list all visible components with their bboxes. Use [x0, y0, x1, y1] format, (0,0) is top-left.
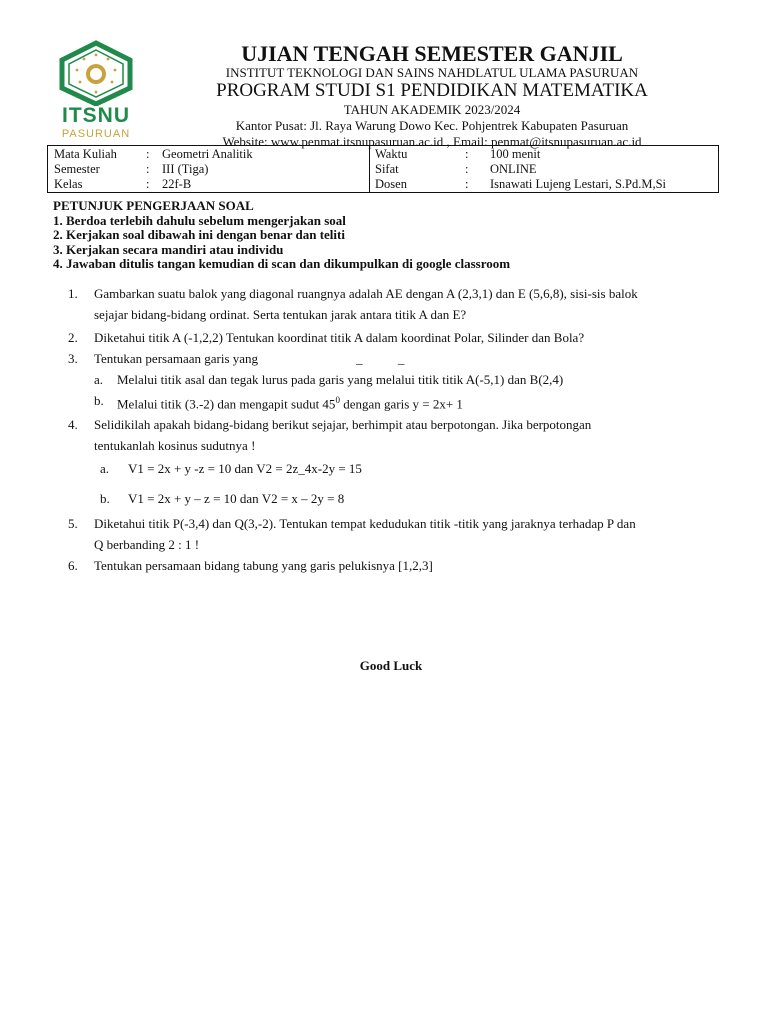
info-value: ONLINE — [490, 162, 537, 176]
question-5 — [68, 513, 732, 555]
info-label: Sifat — [375, 162, 399, 176]
question-text: sejajar bidang-bidang ordinat. Serta tentukan jarak antara titik A dan E? — [94, 307, 467, 322]
info-row — [375, 177, 718, 192]
question-text: Selidikilah apakah bidang-bidang berikut sejajar, berhimpit atau berpotongan. Jika berpotongan — [94, 417, 592, 433]
info-label: Kelas — [54, 177, 83, 191]
instructions — [53, 199, 510, 272]
sub-number: a. — [94, 372, 104, 387]
question-4b — [100, 488, 732, 509]
question-text: Diketahui titik P(-3,4) dan Q(3,-2). Tentukan tempat kedudukan titik -titik yang jaraknya terhadap P dan — [94, 516, 636, 532]
question-text: Tentukan persamaan bidang tabung yang garis pelukisnya [1,2,3] — [94, 558, 433, 574]
question-number: 2. — [68, 330, 78, 345]
website-email: Website: www.penmat.itsnupasuruan.ac.id , Email: penmat@itsnupasuruan.ac.id — [222, 134, 642, 149]
question-text: Gambarkan suatu balok yang diagonal ruangnya adalah AE dengan A (2,3,1) dan E (5,6,8), sisi-sis balok — [94, 286, 638, 301]
question-list — [68, 283, 732, 576]
info-colon: : — [465, 147, 469, 161]
question-3 — [68, 348, 732, 414]
info-colon: : — [146, 162, 150, 176]
question-text: tentukanlah kosinus sudutnya ! — [94, 438, 256, 454]
info-value: 100 menit — [490, 147, 541, 161]
sub-text: Melalui titik asal dan tegak lurus pada garis yang melalui titik titik A(-5,1) dan B(2,4) — [117, 372, 564, 387]
good-luck-text: Good Luck — [359, 658, 423, 673]
info-label: Waktu — [375, 147, 408, 161]
info-row — [375, 162, 718, 177]
info-row — [54, 162, 369, 177]
itsnu-emblem-icon — [54, 40, 138, 106]
question-3a — [94, 369, 732, 390]
info-row — [54, 147, 369, 162]
info-row — [375, 147, 718, 162]
question-text: Tentukan persamaan garis yang — [94, 351, 259, 366]
itsnu-logo — [54, 40, 138, 140]
question-6 — [68, 555, 732, 576]
question-2 — [68, 327, 732, 348]
document-header — [150, 42, 714, 150]
instruction-item: 2. Kerjakan soal dibawah ini dengan benar dan teliti — [53, 227, 345, 242]
sub-number: a. — [100, 461, 110, 477]
question-number: 3. — [68, 351, 78, 366]
info-label: Semester — [54, 162, 100, 176]
info-value: III (Tiga) — [162, 162, 209, 176]
institution-name: INSTITUT TEKNOLOGI DAN SAINS NAHDLATUL ULAMA PASURUAN — [225, 65, 639, 80]
sub-text: Melalui titik (3.-2) dan mengapit sudut 45 — [117, 396, 336, 412]
question-1 — [68, 283, 732, 325]
info-value: Isnawati Lujeng Lestari, S.Pd.M,Si — [490, 177, 667, 191]
sub-number: b. — [94, 393, 104, 408]
question-dashes: _ _ — [356, 351, 421, 366]
info-colon: : — [146, 177, 150, 191]
question-number: 6. — [68, 558, 78, 574]
sub-text: dengan garis y = 2x+ 1 — [339, 396, 463, 412]
degree-superscript: 0 — [335, 395, 340, 405]
instructions-title: PETUNJUK PENGERJAAN SOAL — [53, 198, 254, 213]
info-label: Dosen — [375, 177, 407, 191]
question-3b — [94, 390, 732, 414]
info-label: Mata Kuliah — [54, 147, 117, 161]
course-info-right — [370, 146, 718, 192]
instruction-item: 4. Jawaban ditulis tangan kemudian di scan dan dikumpulkan di google classroom — [53, 256, 511, 271]
question-number: 1. — [68, 286, 78, 301]
course-info-left — [48, 146, 370, 192]
info-value: 22f-B — [162, 177, 192, 191]
info-colon: : — [465, 177, 469, 191]
question-text: Q berbanding 2 : 1 ! — [94, 537, 200, 553]
question-number: 5. — [68, 516, 78, 532]
question-4 — [68, 414, 732, 509]
exam-title: UJIAN TENGAH SEMESTER GANJIL — [241, 41, 623, 66]
info-row — [54, 177, 369, 192]
logo-subtext: PASURUAN — [61, 128, 131, 140]
question-text: Diketahui titik A (-1,2,2) Tentukan koordinat titik A dalam koordinat Polar, Silinder dan Bola? — [94, 330, 585, 345]
instruction-item: 3. Kerjakan secara mandiri atau individu — [53, 241, 284, 257]
instruction-item: 1. Berdoa terlebih dahulu sebelum mengerjakan soal — [53, 212, 346, 228]
course-info-table — [47, 145, 719, 193]
question-4a — [100, 458, 732, 479]
office-address: Kantor Pusat: Jl. Raya Warung Dowo Kec. Pohjentrek Kabupaten Pasuruan — [235, 118, 629, 133]
sub-text: V1 = 2x + y – z = 10 dan V2 = x – 2y = 8 — [128, 491, 345, 507]
question-number: 4. — [68, 417, 78, 433]
program-name: PROGRAM STUDI S1 PENDIDIKAN MATEMATIKA — [216, 80, 648, 101]
info-value: Geometri Analitik — [162, 147, 253, 161]
sub-text: V1 = 2x + y -z = 10 dan V2 = 2z_4x-2y = 15 — [128, 461, 362, 477]
logo-text: ITSNU — [62, 104, 130, 127]
info-colon: : — [465, 162, 469, 176]
info-colon: : — [146, 147, 150, 161]
sub-number: b. — [100, 491, 110, 507]
academic-year: TAHUN AKADEMIK 2023/2024 — [343, 102, 521, 117]
